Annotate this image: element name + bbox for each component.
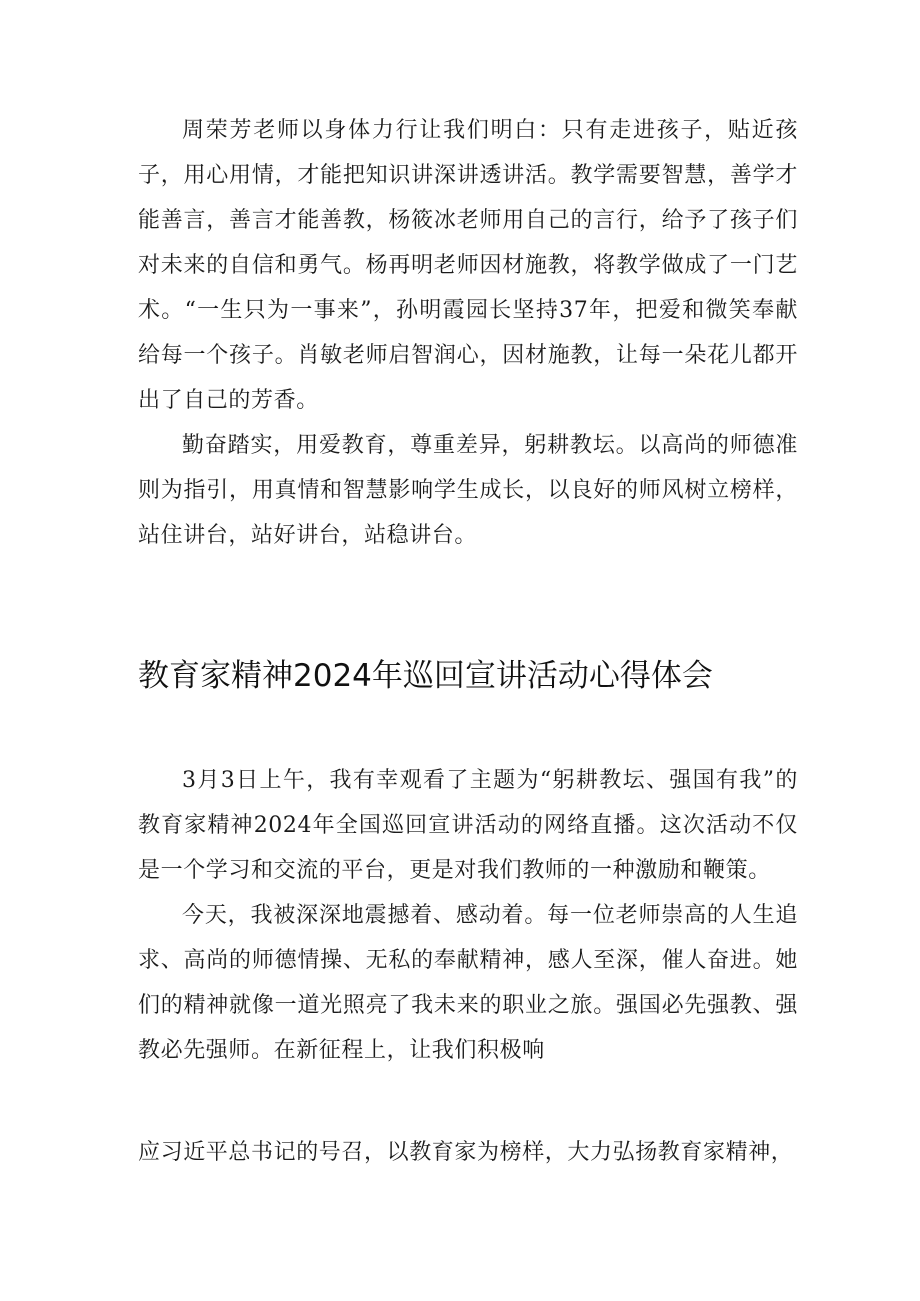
section-reflection (138, 758, 798, 1073)
section-continuation (138, 1130, 798, 1175)
paragraph: 勤奋踏实，用爱教育，尊重差异，躬耕教坛。以高尚的师德准则为指引，用真情和智慧影响学生成长，以良好的师风树立榜样，站住讲台，站好讲台，站稳讲台。 (138, 433, 798, 548)
paragraph: 今天，我被深深地震撼着、感动着。每一位老师崇高的人生追求、高尚的师德情操、无私的奉献精神，感人至深，催人奋进。她们的精神就像一道光照亮了我未来的职业之旅。强国必先强教、强教必先强师。在新征程上，让我们积极响 (138, 903, 798, 1063)
paragraph-continuation: 应习近平总书记的号召，以教育家为榜样，大力弘扬教育家精神， (138, 1140, 794, 1165)
paragraph: 周荣芳老师以身体力行让我们明白：只有走进孩子，贴近孩子，用心用情，才能把知识讲深讲透讲活。教学需要智慧，善学才能善言，善言才能善教，杨筱冰老师用自己的言行，给予了孩子们对未来的自信和勇气。杨再明老师因材施教，将教学做成了一门艺术。“一生只为一事来”，孙明霞园长坚持37年，把爱和微笑奉献给每一个孩子。肖敏老师启智润心，因材施教，让每一朵花儿都开出了自己的芳香。 (138, 118, 798, 413)
section-teacher-examples (138, 108, 798, 558)
paragraph: 3月3日上午，我有幸观看了主题为“躬耕教坛、强国有我”的教育家精神2024年全国巡回宣讲活动的网络直播。这次活动不仅是一个学习和交流的平台，更是对我们教师的一种激励和鞭策。 (138, 768, 798, 883)
article-title: 教育家精神2024年巡回宣讲活动心得体会 (138, 658, 713, 694)
